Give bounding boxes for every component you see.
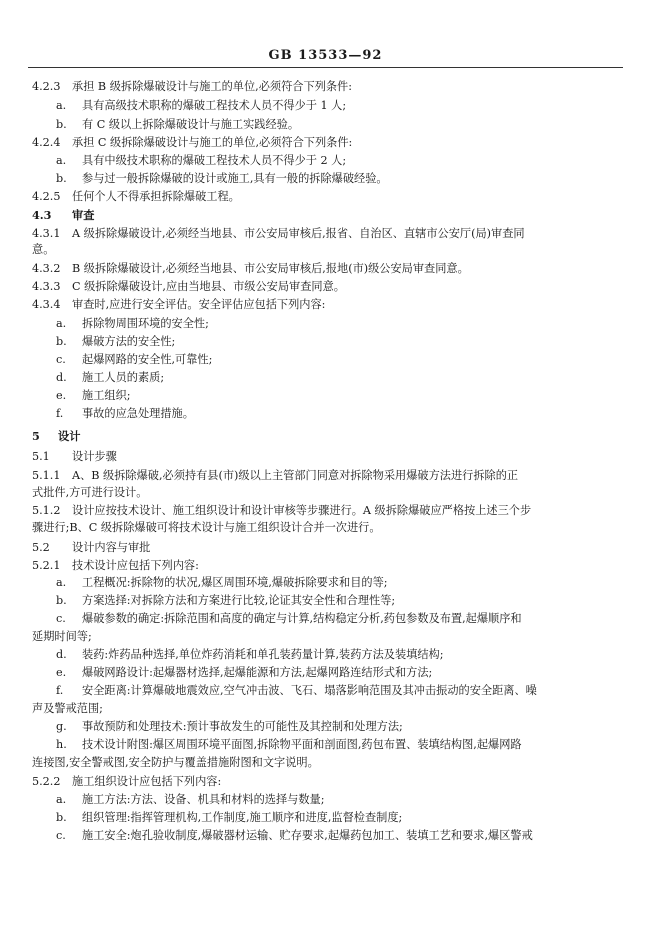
clause-text: C 级拆除爆破设计,应由当地县、市级公安局审查同意。: [72, 280, 345, 293]
clause-number: 4.2.5: [32, 190, 61, 203]
clause-number: 5.2.2: [32, 775, 61, 788]
list-item: [56, 172, 617, 185]
clause-text: 承担 C 级拆除爆破设计与施工的单位,必须符合下列条件:: [72, 136, 353, 149]
list-item: [56, 684, 617, 697]
list-item: [56, 612, 617, 625]
list-item: [56, 407, 617, 420]
item-mark: b.: [56, 335, 67, 348]
clause-4-2-4: [32, 136, 617, 149]
item-text: 施工安全:炮孔验收制度,爆破器材运输、贮存要求,起爆药包加工、装填工艺和要求,爆区警戒: [82, 829, 533, 842]
item-text: 爆破网路设计:起爆器材选择,起爆能源和方法,起爆网路连结形式和方法;: [82, 666, 433, 679]
clause-number: 5.2.1: [32, 559, 61, 572]
item-text: 施工方法:方法、设备、机具和材料的选择与数量;: [82, 793, 325, 806]
list-item: [56, 793, 617, 806]
clause-continuation: 骤进行;B、C 级拆除爆破可将技术设计与施工组织设计合并一次进行。: [32, 521, 381, 534]
item-text: 方案选择:对拆除方法和方案进行比较,论证其安全性和合理性等;: [82, 594, 396, 607]
list-item: [56, 317, 617, 330]
clause-number: 4.3.1: [32, 227, 61, 240]
clause-text: A 级拆除爆破设计,必须经当地县、市公安局审核后,报省、自治区、直辖市公安厅(局)审查同: [72, 227, 525, 240]
list-item: [56, 118, 617, 131]
item-text: 工程概况:拆除物的状况,爆区周围环境,爆破拆除要求和目的等;: [82, 576, 388, 589]
item-text: 参与过一般拆除爆破的设计或施工,具有一般的拆除爆破经验。: [82, 172, 388, 185]
item-text: 具有高级技术职称的爆破工程技术人员不得少于 1 人;: [82, 99, 347, 112]
item-mark: f.: [56, 684, 64, 697]
list-item: [56, 371, 617, 384]
section-number: 4.3: [32, 209, 52, 222]
clause-continuation: 意。: [32, 243, 55, 256]
clause-text: B 级拆除爆破设计,必须经当地县、市公安局审核后,报地(市)级公安局审查同意。: [72, 262, 469, 275]
item-mark: f.: [56, 407, 64, 420]
clause-number: 4.3.3: [32, 280, 61, 293]
clause-continuation: 式批件,方可进行设计。: [32, 486, 148, 499]
list-item: [56, 99, 617, 112]
clause-5-1-1: [32, 469, 617, 482]
list-item: [56, 353, 617, 366]
item-mark: b.: [56, 118, 67, 131]
clause-text: 审查时,应进行安全评估。安全评估应包括下列内容:: [72, 298, 326, 311]
item-mark: h.: [56, 738, 67, 751]
clause-text: A、B 级拆除爆破,必须持有县(市)级以上主管部门同意对拆除物采用爆破方法进行拆除的正: [72, 469, 519, 482]
item-mark: d.: [56, 371, 67, 384]
section-4-3-title: [32, 209, 617, 222]
list-item: [56, 154, 617, 167]
item-mark: c.: [56, 612, 66, 625]
item-mark: a.: [56, 793, 67, 806]
list-item: [56, 720, 617, 733]
list-item: [56, 576, 617, 589]
section-5-2-title: [32, 541, 617, 554]
item-text: 事故的应急处理措施。: [82, 407, 194, 420]
item-text: 具有中级技术职称的爆破工程技术人员不得少于 2 人;: [82, 154, 347, 167]
clause-text: 设计应按技术设计、施工组织设计和设计审核等步骤进行。A 级拆除爆破应严格按上述三个步: [72, 504, 532, 517]
clause-number: 4.3.2: [32, 262, 61, 275]
item-continuation: 连接图,安全警戒图,安全防护与覆盖措施附图和文字说明。: [32, 756, 319, 769]
item-mark: b.: [56, 172, 67, 185]
clause-4-2-3: [32, 80, 617, 93]
section-number: 5.1: [32, 450, 50, 463]
clause-number: 5.1.1: [32, 469, 61, 482]
list-item: [56, 648, 617, 661]
clause-5-2-1: [32, 559, 617, 572]
item-mark: d.: [56, 648, 67, 661]
item-mark: a.: [56, 154, 67, 167]
item-text: 爆破方法的安全性;: [82, 335, 176, 348]
section-5-title: [32, 430, 617, 443]
section-title: 设计: [58, 430, 81, 443]
item-text: 事故预防和处理技术:预计事故发生的可能性及其控制和处理方法;: [82, 720, 403, 733]
clause-text: 施工组织设计应包括下列内容:: [72, 775, 222, 788]
clause-number: 4.2.4: [32, 136, 61, 149]
item-mark: a.: [56, 317, 67, 330]
item-text: 有 C 级以上拆除爆破设计与施工实践经验。: [82, 118, 300, 131]
item-mark: e.: [56, 389, 67, 402]
clause-4-3-1: [32, 227, 617, 240]
clause-5-2-2: [32, 775, 617, 788]
item-text: 施工人员的素质;: [82, 371, 165, 384]
clause-4-3-2: [32, 262, 617, 275]
item-text: 组织管理:指挥管理机构,工作制度,施工顺序和进度,监督检查制度;: [82, 811, 403, 824]
item-text: 爆破参数的确定:拆除范围和高度的确定与计算,结构稳定分析,药包参数及布置,起爆顺序和: [82, 612, 522, 625]
list-item: [56, 811, 617, 824]
list-item: [56, 335, 617, 348]
item-text: 拆除物周围环境的安全性;: [82, 317, 209, 330]
item-text: 起爆网路的安全性,可靠性;: [82, 353, 213, 366]
section-number: 5: [32, 430, 40, 443]
clause-number: 5.1.2: [32, 504, 61, 517]
page-header: GB 13533—92: [268, 48, 383, 63]
item-mark: g.: [56, 720, 67, 733]
clause-4-3-4: [32, 298, 617, 311]
item-mark: b.: [56, 811, 67, 824]
clause-number: 4.3.4: [32, 298, 61, 311]
item-text: 施工组织;: [82, 389, 131, 402]
clause-text: 承担 B 级拆除爆破设计与施工的单位,必须符合下列条件:: [72, 80, 352, 93]
item-continuation: 延期时间等;: [32, 630, 92, 643]
item-continuation: 声及警戒范围;: [32, 702, 103, 715]
list-item: [56, 829, 617, 842]
item-text: 技术设计附图:爆区周围环境平面图,拆除物平面和剖面图,药包布置、装填结构图,起爆网路: [82, 738, 522, 751]
item-text: 装药:炸药品种选择,单位炸药消耗和单孔装药量计算,装药方法及装填结构;: [82, 648, 444, 661]
clause-text: 技术设计应包括下列内容:: [72, 559, 199, 572]
item-mark: e.: [56, 666, 67, 679]
item-text: 安全距离:计算爆破地震效应,空气冲击波、飞石、塌落影响范围及其冲击振动的安全距离、噪: [82, 684, 537, 697]
list-item: [56, 738, 617, 751]
item-mark: b.: [56, 594, 67, 607]
clause-4-3-3: [32, 280, 617, 293]
clause-5-1-2: [32, 504, 617, 517]
section-title: 设计步骤: [72, 450, 117, 463]
clause-number: 4.2.3: [32, 80, 61, 93]
section-title: 设计内容与审批: [72, 541, 151, 554]
list-item: [56, 666, 617, 679]
list-item: [56, 389, 617, 402]
clause-4-2-5: [32, 190, 617, 203]
item-mark: a.: [56, 576, 67, 589]
item-mark: c.: [56, 829, 66, 842]
list-item: [56, 594, 617, 607]
clause-text: 任何个人不得承担拆除爆破工程。: [72, 190, 240, 203]
header-rule: [28, 67, 623, 68]
section-number: 5.2: [32, 541, 50, 554]
section-title: 审查: [72, 209, 95, 222]
item-mark: c.: [56, 353, 66, 366]
section-5-1-title: [32, 450, 617, 463]
item-mark: a.: [56, 99, 67, 112]
